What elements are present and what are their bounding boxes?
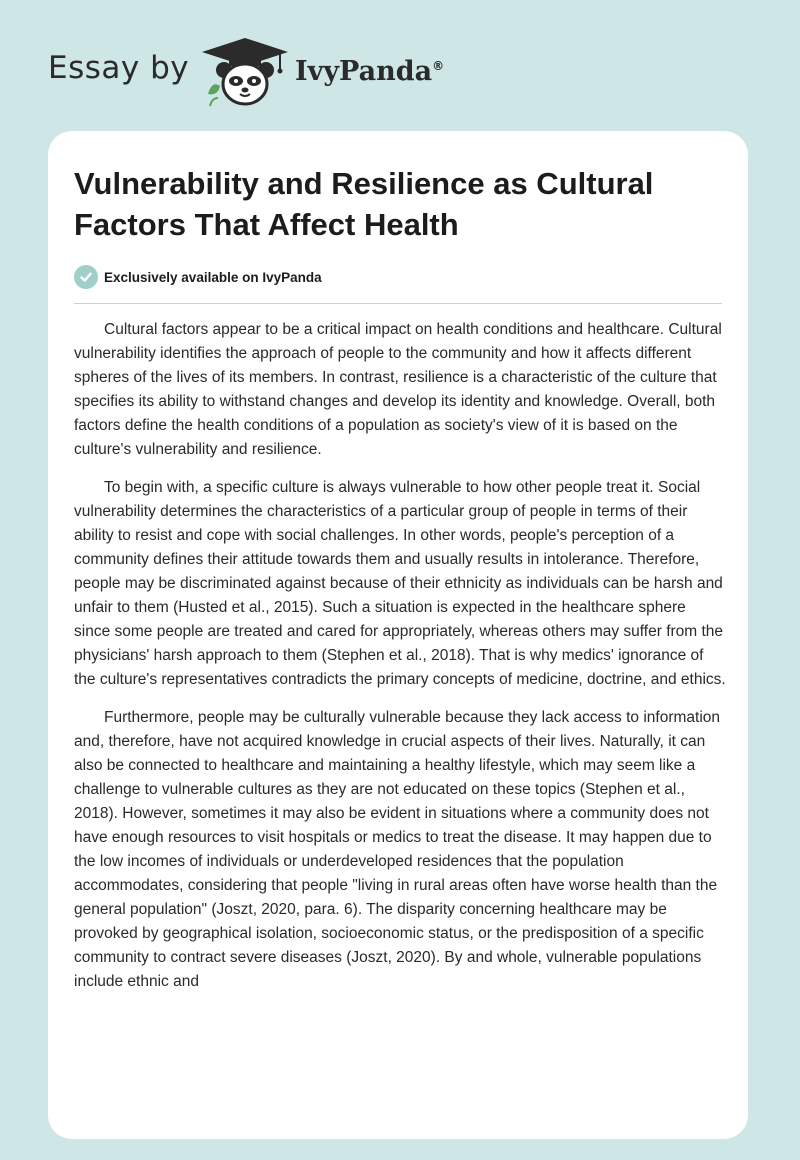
- panda-graduate-icon[interactable]: [200, 36, 290, 108]
- brand-name[interactable]: [295, 56, 444, 87]
- brand-text: IvyPanda: [295, 56, 433, 87]
- essay-body: [74, 318, 726, 1008]
- site-header: [0, 0, 800, 130]
- paragraph-2: To begin with, a specific culture is always vulnerable to how other people treat it. Social vulnerability determines the characteristics of a particular group of people in terms of their ability to resist and cope with social challenges. In other words, people's perception of a community defines their attitude towards them and usually results in intolerance. Therefore, people may be discriminated against because of their ethnicity as individuals can be harsh and unfair to them (Husted et al., 2015). Such a situation is expected in the healthcare sphere since some people are treated and cared for appropriately, whereas others may suffer from the physicians' harsh approach to them (Stephen et al., 2018). That is why medics' ignorance of the culture's representatives contradicts the primary concepts of medicine, doctrine, and ethics.: [74, 479, 726, 688]
- divider: [74, 303, 722, 304]
- essay-title: Vulnerability and Resilience as Cultural Factors That Affect Health: [74, 166, 654, 242]
- essay-by-label: Essay by: [48, 50, 190, 86]
- check-icon: [74, 265, 98, 289]
- paragraph-3: Furthermore, people may be culturally vulnerable because they lack access to information and, therefore, have not acquired knowledge in crucial aspects of their lives. Naturally, it can also be connected to healthcare and maintaining a healthy lifestyle, which may seem like a challenge to vulnerable cultures as they are not educated on these topics (Stephen et al., 2018). However, sometimes it may also be evident in situations where a community does not have enough resources to visit hospitals or medics to treat the disease. It may happen due to the low incomes of individuals or underdeveloped residences that the population accommodates, considering that people "living in rural areas often have worse health than the general population" (Joszt, 2020, para. 6). The disparity concerning healthcare may be provoked by geographical isolation, socioeconomic status, or the predisposition of a specific community to contract severe diseases (Joszt, 2020). By and whole, vulnerable populations include ethnic and: [74, 709, 721, 990]
- paragraph-1: Cultural factors appear to be a critical impact on health conditions and healthcare. Cultural vulnerability identifies the approach of people to the community and how it affects different spheres of the lives of its members. In contrast, resilience is a characteristic of the culture that specifies its ability to withstand changes and develop its identity and knowledge. Overall, both factors define the health conditions of a population as society's view of it is based on the culture's vulnerability and resilience.: [74, 321, 722, 458]
- brand-registered-mark: ®: [432, 59, 445, 73]
- essay-card: [48, 131, 748, 1139]
- exclusive-badge-label: Exclusively available on IvyPanda: [104, 269, 322, 285]
- exclusive-badge: [74, 265, 322, 289]
